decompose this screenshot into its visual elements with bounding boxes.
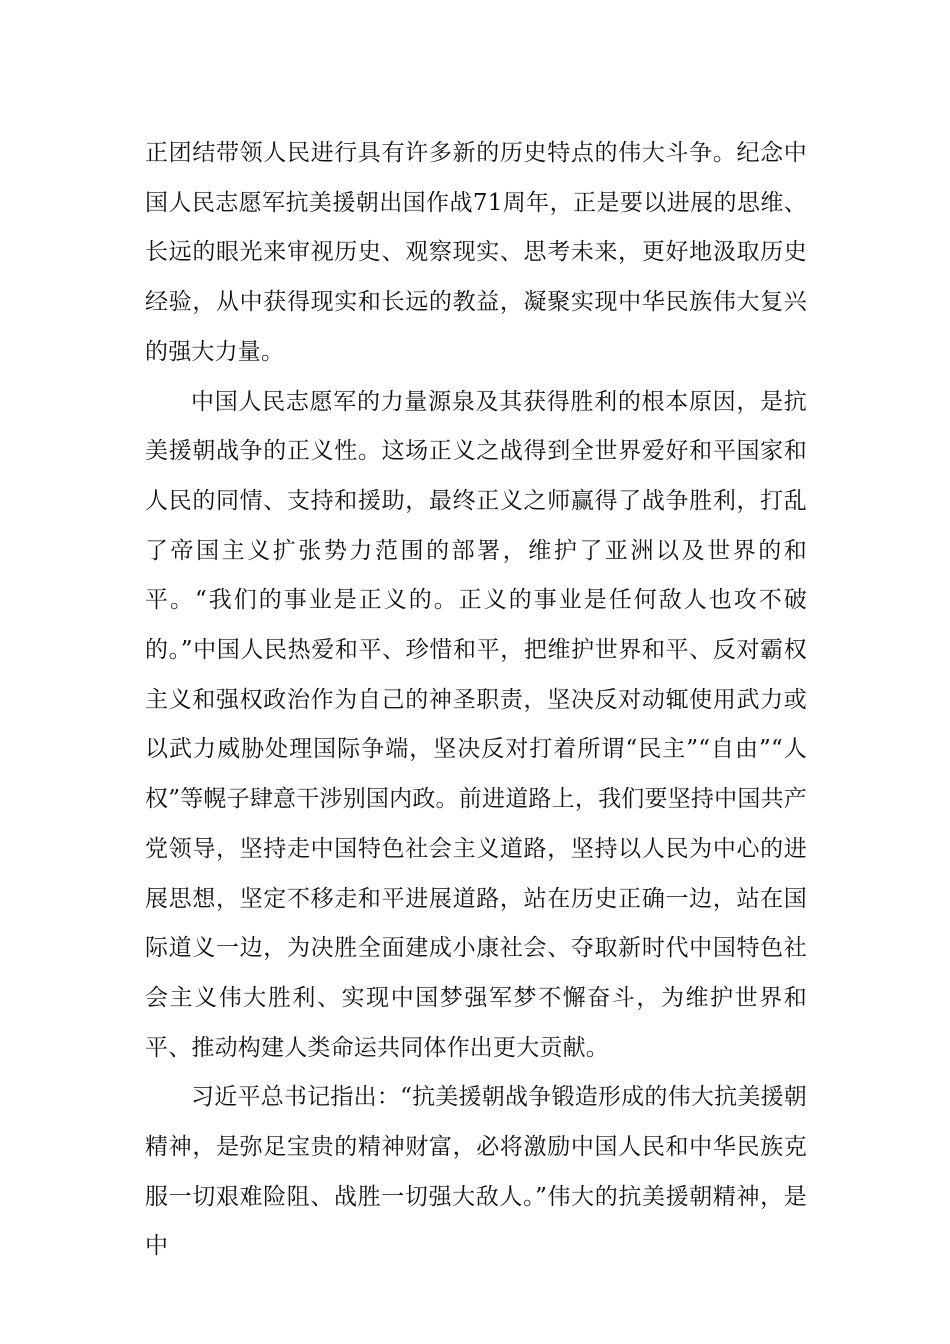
paragraph-justice: 中国人民志愿军的力量源泉及其获得胜利的根本原因，是抗美援朝战争的正义性。这场正义之战得到全世界爱好和平国家和人民的同情、支持和援助，最终正义之师赢得了战争胜利，打乱了帝国主义扩张势力范围的部署，维护了亚洲以及世界的和平。“我们的事业是正义的。正义的事业是任何敌人也攻不破的。”中国人民热爱和平、珍惜和平，把维护世界和平、反对霸权主义和强权政治作为自己的神圣职责，坚决反对动辄使用武力或以武力威胁处理国际争端，坚决反对打着所谓“民主”“自由”“人权”等幌子肆意干涉别国内政。前进道路上，我们要坚持中国共产党领导，坚持走中国特色社会主义道路，坚持以人民为中心的进展思想，坚定不移走和平进展道路，站在历史正确一边，站在国际道义一边，为决胜全面建成小康社会、夺取新时代中国特色社会主义伟大胜利、实现中国梦强军梦不懈奋斗，为维护世界和平、推动构建人类命运共同体作出更大贡献。: [145, 388, 807, 1061]
paragraph-continuation: 正团结带领人民进行具有许多新的历史特点的伟大斗争。纪念中国人民志愿军抗美援朝出国作战71周年，正是要以进展的思维、长远的眼光来审视历史、观察现实、思考未来，更好地汲取历史经验，从中获得现实和长远的教益，凝聚实现中华民族伟大复兴的强大力量。: [145, 140, 807, 365]
paragraph-spirit: 习近平总书记指出：“抗美援朝战争锻造形成的伟大抗美援朝精神，是弥足宝贵的精神财富，必将激励中国人民和中华民族克服一切艰难险阻、战胜一切强大敌人。”伟大的抗美援朝精神，是中: [145, 1084, 807, 1260]
document-body: [145, 129, 807, 1272]
